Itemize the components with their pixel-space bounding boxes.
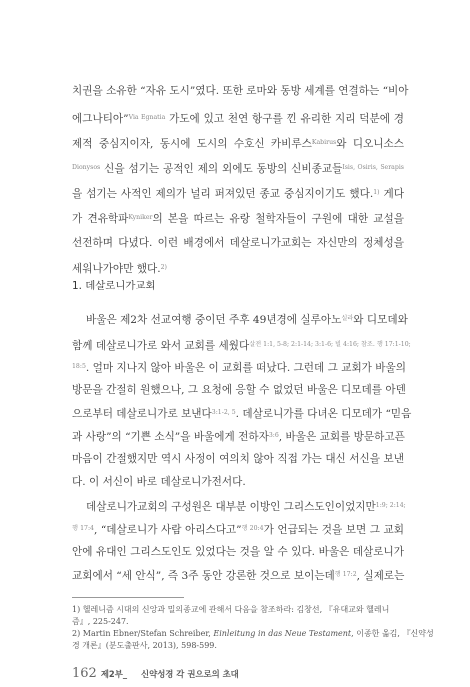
body-text-line: 을 섬기는 사적인 제의가 널리 퍼져있던 종교 중심지이기도 했다.$^{1)}$ 게다 [72, 188, 404, 200]
body-text-line: $^{18:5}$. 얼마 지나지 않아 바울은 이 교회를 떠났다. 그런데 그 교회가 바울의 [72, 362, 406, 374]
body-text-line: 으로부터 데살로니가로 보낸다$^{3:1-2, 5}$. 데살로니가를 다녀온 디모데가 “믿음 [72, 408, 412, 420]
body-text-line: 마음이 간절했지만 역시 사정이 여의치 않아 직접 가는 대신 서신을 보낸 [72, 453, 404, 465]
scripture-ref: 3:6 [268, 432, 279, 439]
body-text-line: 교회에서 “세 안식”, 즉 3주 동안 강론한 것으로 보이는데$^{행 17:2}$, 실제로는 [72, 570, 405, 582]
body-text-line: 선전하며 다녔다. 이런 배경에서 데살로니가교회는 자신만의 정체성을 [72, 237, 404, 249]
body-text-line: 가 견유학파$^{Kyniker}$의 본을 따르는 유랑 철학자들이 구원에 대한 교설을 [72, 213, 404, 225]
body-text-line: 치권을 소유한 “자유 도시”였다. 또한 로마와 동방 세계를 연결하는 “비아 [72, 85, 409, 97]
gloss: Kabirus [311, 139, 337, 146]
body-text-line: 함께 데살로니가로 와서 교회를 세웠다$^{살전 1:1, 5-8; 2:1-14; 3:1-6; 빌 4:16; 참조. 행 17:1-10;}$ [72, 340, 411, 352]
scripture-ref: 살전 1:1, 5-8; 2:1-14; 3:1-6; 빌 4:16; 참조. 행 17:1-10; [249, 341, 411, 348]
body-text-line: 방문을 간절히 원했으나, 그 요청에 응할 수 없었던 바울은 디모데를 아덴 [72, 384, 406, 396]
scripture-ref: 행 17:2 [334, 571, 357, 578]
body-text-line: 데살로니가교회의 구성원은 대부분 이방인 그리스도인이었지만$^{1:9; 2:14;}$ [86, 501, 406, 513]
section-heading: 1. 데살로니가교회 [72, 280, 156, 292]
scripture-ref: 1:9; 2:14; [375, 502, 406, 509]
scripture-ref: 행 20:4 [241, 525, 264, 532]
gloss: Via Egnatia [128, 114, 166, 121]
scripture-ref: 18:5 [72, 363, 86, 370]
footnote: 2) Martin Ebner/Stefan Schreiber, Einleitung in das Neue Testament, 이종한 옮김, 『신약성 [72, 629, 434, 638]
body-text-line: $^{Dionysos}$ 신을 섬기는 공적인 제의 외에도 동방의 신비종교들$^{Isis, Osiris, Serapis}$ [72, 163, 404, 175]
book-title: Einleitung in das Neue Testament [213, 629, 352, 638]
footnote-divider [72, 597, 184, 598]
footnote: 경 개론』(분도출판사, 2013), 598-599. [72, 641, 217, 650]
body-text-line: 에그나티아”$^{Via Egnatia}$ 가도에 있고 천연 항구를 낀 유리한 지리 덕분에 경 [72, 113, 404, 125]
footnote-ref[interactable]: 1) [373, 189, 380, 196]
gloss: Kyniker [128, 214, 153, 221]
gloss: Dionysos [72, 164, 101, 171]
footnote: 1) 헬레니즘 시대의 신앙과 밀의종교에 관해서 다음을 참조하라: 김창선, 『유대교와 헬레니 [72, 605, 390, 614]
body-text-line: $^{행 17:4}$, “데살로니가 사람 아리스다고”$^{행 20:4}$가 언급되는 것을 보면 그 교회 [72, 524, 404, 536]
page-number: 162 [72, 666, 97, 681]
body-text-line: 제적 중심지이자, 동시에 도시의 수호신 카비루스$^{Kabirus}$와 디오니소스 [72, 138, 404, 150]
body-text-line: 다. 이 서신이 바로 데살로니가전서다. [72, 476, 246, 488]
body-text-line: 바울은 제2차 선교여행 중이던 주후 49년경에 실루아노$^{실라}$와 디모데와 [86, 314, 408, 326]
gloss: 실라 [341, 315, 354, 322]
body-text-line: 세워나가야만 했다.$^{2)}$ [72, 263, 167, 275]
book-title-footer: 신약성경 각 권으로의 초대 [141, 669, 239, 679]
body-text-line: 과 사랑”의 “기쁜 소식”을 바울에게 전하자$^{3:6}$, 바울은 교회를 방문하고픈 [72, 431, 405, 443]
footnote: 즘』, 225-247. [72, 617, 129, 626]
footnote-ref[interactable]: 2) [160, 264, 167, 271]
page-footer [72, 662, 239, 681]
body-text-line: 안에 유대인 그리스도인도 있었다는 것을 알 수 있다. 바울은 데살로니가 [72, 546, 404, 558]
scripture-ref: 3:1-2, 5 [211, 409, 236, 416]
scripture-ref: 행 17:4 [72, 525, 94, 532]
part-label: 제2부_ [100, 669, 128, 679]
gloss: Isis, Osiris, Serapis [342, 164, 404, 171]
